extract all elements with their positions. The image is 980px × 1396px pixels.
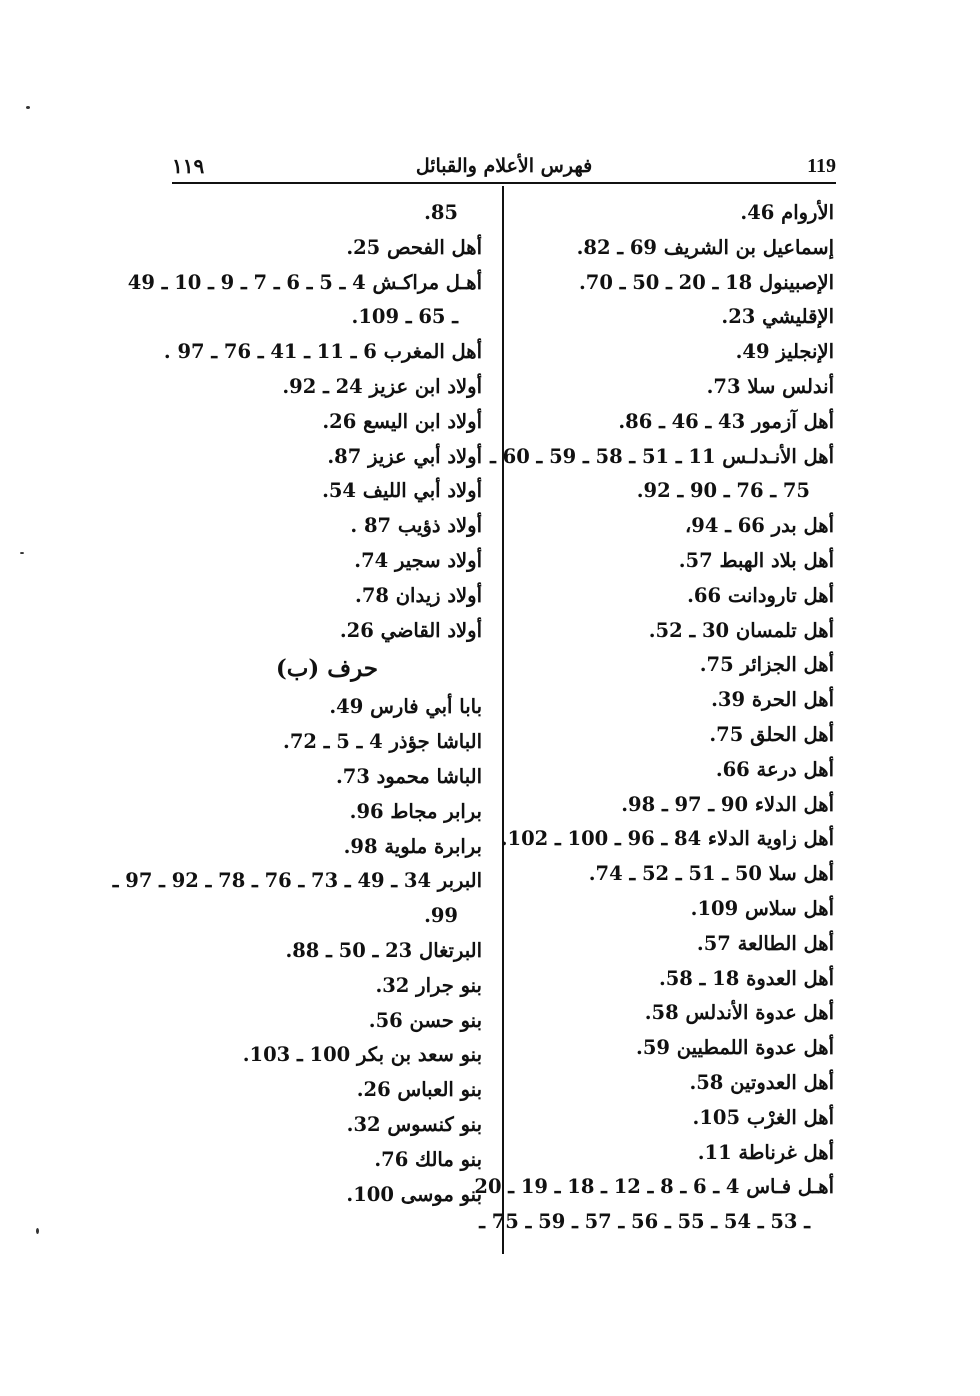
column-divider	[502, 186, 504, 1254]
index-entry: بابا أبي فارس 49.	[329, 695, 482, 719]
page-number-arabic: ١١٩	[172, 154, 205, 178]
index-entry: أندلس سلا 73.	[706, 374, 834, 398]
index-entry: أهل الطالعة 57.	[696, 931, 834, 955]
index-entry: بنو العباس 26.	[356, 1078, 482, 1102]
index-entry: الإنجليز 49.	[735, 340, 834, 364]
index-entry: برابر مجاط 96.	[349, 799, 482, 823]
index-entry: أهل تارودانت 66.	[687, 583, 834, 607]
index-entry: أهل عدوة الأندلس 58.	[644, 1001, 834, 1025]
index-entry: الباشا جؤذر 4 ـ 5 ـ 72.	[283, 730, 482, 754]
index-entry: أولاد سجير 74.	[354, 548, 482, 572]
index-entry: بنو موسى 100.	[346, 1182, 482, 1206]
index-entry: بنو سعد بن بكر 100 ـ 103.	[242, 1043, 482, 1067]
index-entry: أهـل مراكـش 4 ـ 5 ـ 6 ـ 7 ـ 9 ـ 10 ـ 49	[127, 270, 482, 294]
index-entry: أهل بدر 66 ـ 94،	[684, 514, 834, 538]
index-entry: أهل العدوتين 58.	[689, 1070, 834, 1094]
index-entry: بنو مالك 76.	[374, 1147, 482, 1171]
index-column-left	[112, 196, 482, 1212]
index-entry: الإصبينول 18 ـ 20 ـ 50 ـ 70.	[578, 270, 834, 294]
index-entry: أهل آزمور 43 ـ 46 ـ 86.	[618, 409, 834, 433]
index-entry: أهل العدوة 18 ـ 58.	[658, 966, 834, 990]
index-entry: البرتغال 23 ـ 50 ـ 88.	[285, 938, 482, 962]
scan-speck	[20, 552, 24, 554]
index-entry: أهل الفحص 25.	[346, 235, 482, 259]
index-entry: أهل الحرة 39.	[711, 688, 834, 712]
index-column-right	[474, 196, 834, 1240]
index-entry: أهل الأنـدلـس 11 ـ 51 ـ 58 ـ 59 ـ 60 ـ	[490, 444, 834, 468]
index-entry: أهل سلاس 109.	[690, 896, 834, 920]
index-entry: أهل سلا 50 ـ 51 ـ 52 ـ 74.	[588, 862, 834, 886]
index-entry: أهل المغرب 6 ـ 11 ـ 41 ـ 76 ـ 97 .	[163, 340, 482, 364]
index-entry: بنو كنسوس 32.	[346, 1112, 482, 1136]
index-entry: أهل عدوة اللمطيين 59.	[636, 1036, 834, 1060]
header-rule	[172, 182, 836, 184]
index-entry: أهل الحلق 75.	[709, 722, 834, 746]
index-entry: أهل الجزائر 75.	[699, 653, 834, 677]
index-entry: البربر 34 ـ 49 ـ 73 ـ 76 ـ 78 ـ 92 ـ 97 ـ	[112, 869, 482, 893]
index-entry: أولاد أبي عزيز 87.	[327, 444, 482, 468]
index-entry: أهل درعة 66.	[715, 757, 834, 781]
index-entry: أهل زاوية الدلاء 84 ـ 96 ـ 100 ـ 102.	[500, 827, 834, 851]
index-entry: بنو حسن 56.	[368, 1008, 482, 1032]
index-entry-continuation: 85.	[424, 201, 458, 224]
scan-speck	[36, 1228, 39, 1234]
index-entry-continuation: ـ 53 ـ 54 ـ 55 ـ 56 ـ 57 ـ 59 ـ 75 ـ	[479, 1210, 810, 1234]
index-entry: إسماعيل بن الشريف 69 ـ 82.	[576, 235, 834, 259]
index-entry: بنو جرار 32.	[375, 973, 482, 997]
page-number-latin: 119	[807, 155, 836, 177]
index-entry: أولاد ابن اليسع 26.	[322, 409, 482, 433]
index-entry: أولاد ذؤيب 87 .	[350, 514, 482, 538]
index-entry: أولاد أبي الليف 54.	[322, 479, 482, 503]
running-title: فهرس الأعلام والقبائل	[415, 155, 593, 177]
index-entry: الباشا محمود 73.	[335, 764, 482, 788]
section-heading: حرف (ب)	[275, 655, 378, 683]
scan-speck	[26, 106, 30, 109]
index-entry: أهل تلمسان 30 ـ 52.	[648, 618, 834, 642]
index-entry: أهل بلاد الهبط 57.	[678, 548, 834, 572]
index-entry: أهل الدلاء 90 ـ 97 ـ 98.	[621, 792, 834, 816]
index-entry-continuation: 75 ـ 76 ـ 90 ـ 92.	[636, 479, 810, 503]
index-entry: أولاد القاضي 26.	[339, 618, 482, 642]
index-entry: الإقليشي 23.	[721, 305, 834, 329]
index-entry-continuation: 99.	[424, 904, 458, 928]
index-entry: أهل غرناطة 11.	[697, 1140, 834, 1164]
index-entry: الأروام 46.	[740, 201, 834, 224]
index-entry: برابرة ملوية 98.	[343, 834, 482, 858]
page-header	[172, 150, 836, 182]
index-entry-continuation: ـ 65 ـ 109.	[351, 305, 458, 329]
index-entry: أولاد زيدان 78.	[355, 583, 482, 607]
index-entry: أهـل فـاس 4 ـ 6 ـ 8 ـ 12 ـ 18 ـ 19 ـ 20	[474, 1175, 834, 1199]
index-entry: أولاد ابن عزيز 24 ـ 92.	[282, 374, 482, 398]
index-entry: أهل الغرْب 105.	[692, 1105, 834, 1129]
